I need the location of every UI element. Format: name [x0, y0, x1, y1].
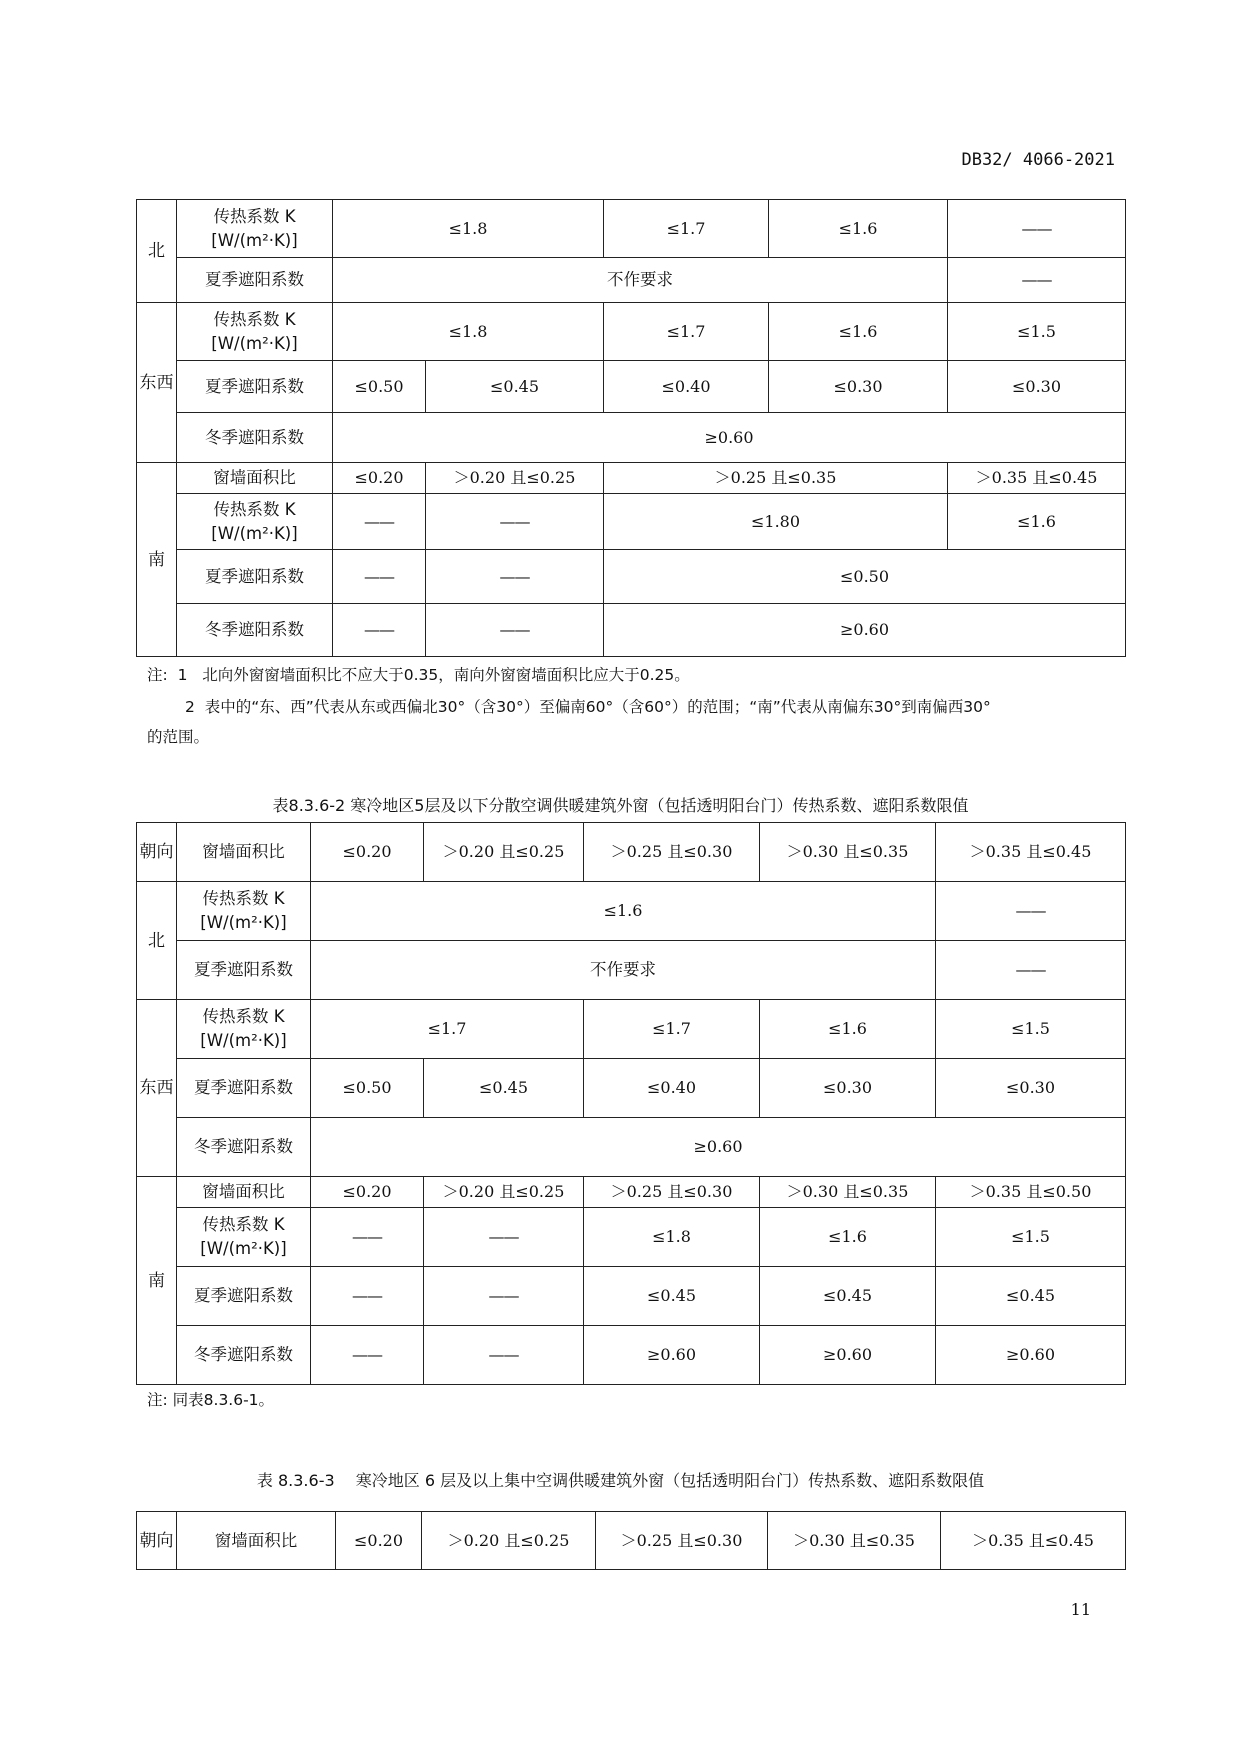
- value-cell: ——: [424, 1267, 584, 1326]
- summer-shading-label: 夏季遮阳系数: [177, 550, 333, 604]
- value-cell: ——: [424, 1326, 584, 1385]
- value-cell: ≤0.45: [424, 1059, 584, 1118]
- value-cell: ≤1.5: [948, 303, 1126, 361]
- value-cell: ≤1.6: [769, 200, 948, 258]
- value-cell: ≤1.6: [948, 494, 1126, 550]
- summer-shading-label: 夏季遮阳系数: [177, 258, 333, 303]
- value-cell: ≤1.7: [311, 1000, 584, 1059]
- value-cell: ——: [311, 1208, 424, 1267]
- value-cell: ≤1.5: [936, 1000, 1126, 1059]
- orientation-south: 南: [137, 463, 177, 657]
- value-cell: ≤1.6: [311, 882, 936, 941]
- value-cell: ——: [311, 1267, 424, 1326]
- document-code: DB32/ 4066-2021: [961, 150, 1115, 170]
- value-cell: ——: [426, 494, 604, 550]
- value-cell: ≤0.45: [936, 1267, 1126, 1326]
- value-cell: ——: [936, 882, 1126, 941]
- winter-shading-label: 冬季遮阳系数: [177, 1118, 311, 1177]
- winter-shading-label: 冬季遮阳系数: [177, 413, 333, 463]
- table-8-3-6-1-continued: [136, 199, 1126, 657]
- k-label: 传热系数 K [W/(m²·K)]: [177, 494, 333, 550]
- value-cell: ——: [426, 604, 604, 657]
- winter-shading-label: 冬季遮阳系数: [177, 604, 333, 657]
- value-cell: ≤0.40: [584, 1059, 760, 1118]
- ratio-header: ≤0.20: [336, 1512, 422, 1570]
- page-number: 11: [1070, 1600, 1091, 1619]
- value-cell: ≤0.30: [769, 361, 948, 413]
- value-cell: ≤0.30: [948, 361, 1126, 413]
- value-cell: ≤1.8: [584, 1208, 760, 1267]
- note-1: 注: 1 北向外窗窗墙面积比不应大于0.35，南向外窗窗墙面积比应大于0.25。: [147, 666, 690, 684]
- value-cell: ≥0.60: [760, 1326, 936, 1385]
- value-cell: ≤1.5: [936, 1208, 1126, 1267]
- value-cell: ≤0.30: [760, 1059, 936, 1118]
- value-cell: ≥0.60: [604, 604, 1126, 657]
- k-label: 传热系数 K [W/(m²·K)]: [177, 303, 333, 361]
- ratio-header: ＞0.25 且≤0.30: [596, 1512, 768, 1570]
- ratio-header: ＞0.30 且≤0.35: [768, 1512, 941, 1570]
- value-cell: ——: [333, 604, 426, 657]
- value-cell: ≥0.60: [333, 413, 1126, 463]
- value-cell: ——: [311, 1326, 424, 1385]
- ratio-header: ≤0.20: [311, 823, 424, 882]
- value-cell: ＞0.25 且≤0.30: [584, 1177, 760, 1208]
- k-label: 传热系数 K [W/(m²·K)]: [177, 882, 311, 941]
- table-8-3-6-2: [136, 822, 1126, 1385]
- value-cell: ≤0.20: [333, 463, 426, 494]
- value-cell: ＞0.30 且≤0.35: [760, 1177, 936, 1208]
- value-cell: ——: [333, 494, 426, 550]
- value-cell: ≤1.6: [769, 303, 948, 361]
- value-cell: ——: [948, 200, 1126, 258]
- k-label: 传热系数 K [W/(m²·K)]: [177, 1208, 311, 1267]
- ratio-header: ＞0.20 且≤0.25: [422, 1512, 596, 1570]
- note-same-as-table-1: 注: 同表8.3.6-1。: [147, 1391, 275, 1409]
- orientation-east-west: 东西: [137, 1000, 177, 1177]
- summer-shading-label: 夏季遮阳系数: [177, 1059, 311, 1118]
- value-cell: ≤1.8: [333, 303, 604, 361]
- value-cell: ＞0.25 且≤0.35: [604, 463, 948, 494]
- orientation-north: 北: [137, 882, 177, 1000]
- orientation-south: 南: [137, 1177, 177, 1385]
- orientation-east-west: 东西: [137, 303, 177, 463]
- value-cell: ≤0.50: [333, 361, 426, 413]
- value-cell: 不作要求: [333, 258, 948, 303]
- value-cell: ≥0.60: [936, 1326, 1126, 1385]
- value-cell: ≤1.6: [760, 1208, 936, 1267]
- orientation-header: 朝向: [137, 1512, 177, 1570]
- value-cell: ——: [948, 258, 1126, 303]
- window-wall-ratio-label: 窗墙面积比: [177, 463, 333, 494]
- value-cell: 不作要求: [311, 941, 936, 1000]
- value-cell: ≥0.60: [311, 1118, 1126, 1177]
- window-wall-ratio-label: 窗墙面积比: [177, 1177, 311, 1208]
- value-cell: ≤0.45: [760, 1267, 936, 1326]
- summer-shading-label: 夏季遮阳系数: [177, 941, 311, 1000]
- orientation-header: 朝向: [137, 823, 177, 882]
- ratio-header: ＞0.25 且≤0.30: [584, 823, 760, 882]
- value-cell: ＞0.20 且≤0.25: [424, 1177, 584, 1208]
- ratio-header: ＞0.35 且≤0.45: [941, 1512, 1126, 1570]
- table-3-caption: 表 8.3.6-3 寒冷地区 6 层及以上集中空调供暖建筑外窗（包括透明阳台门）传热系数、遮阳系数限值: [256, 1471, 985, 1490]
- value-cell: ＞0.35 且≤0.50: [936, 1177, 1126, 1208]
- value-cell: ≤1.80: [604, 494, 948, 550]
- note-2-continued: 的范围。: [147, 728, 210, 746]
- value-cell: ≤0.20: [311, 1177, 424, 1208]
- value-cell: ——: [936, 941, 1126, 1000]
- note-2: 2 表中的“东、西”代表从东或西偏北30°（含30°）至偏南60°（含60°）的范围；“南”代表从南偏东30°到南偏西30°: [185, 698, 991, 716]
- table-2-caption: 表8.3.6-2 寒冷地区5层及以下分散空调供暖建筑外窗（包括透明阳台门）传热系数、遮阳系数限值: [272, 796, 969, 815]
- ratio-header: ＞0.20 且≤0.25: [424, 823, 584, 882]
- orientation-north: 北: [137, 200, 177, 303]
- value-cell: ——: [333, 550, 426, 604]
- value-cell: ＞0.20 且≤0.25: [426, 463, 604, 494]
- value-cell: ≤0.40: [604, 361, 769, 413]
- value-cell: ≤0.45: [584, 1267, 760, 1326]
- k-label: 传热系数 K [W/(m²·K)]: [177, 1000, 311, 1059]
- table-8-3-6-3: [136, 1511, 1126, 1570]
- value-cell: ≤0.30: [936, 1059, 1126, 1118]
- value-cell: ——: [426, 550, 604, 604]
- window-wall-ratio-label: 窗墙面积比: [177, 1512, 336, 1570]
- window-wall-ratio-label: 窗墙面积比: [177, 823, 311, 882]
- value-cell: ≤1.6: [760, 1000, 936, 1059]
- winter-shading-label: 冬季遮阳系数: [177, 1326, 311, 1385]
- value-cell: ≤1.7: [604, 200, 769, 258]
- value-cell: ≤1.8: [333, 200, 604, 258]
- value-cell: ——: [424, 1208, 584, 1267]
- value-cell: ≤1.7: [584, 1000, 760, 1059]
- value-cell: ≤0.50: [604, 550, 1126, 604]
- value-cell: ≤0.50: [311, 1059, 424, 1118]
- summer-shading-label: 夏季遮阳系数: [177, 1267, 311, 1326]
- value-cell: ＞0.35 且≤0.45: [948, 463, 1126, 494]
- value-cell: ≤1.7: [604, 303, 769, 361]
- ratio-header: ＞0.35 且≤0.45: [936, 823, 1126, 882]
- value-cell: ≤0.45: [426, 361, 604, 413]
- k-label: 传热系数 K [W/(m²·K)]: [177, 200, 333, 258]
- value-cell: ≥0.60: [584, 1326, 760, 1385]
- summer-shading-label: 夏季遮阳系数: [177, 361, 333, 413]
- ratio-header: ＞0.30 且≤0.35: [760, 823, 936, 882]
